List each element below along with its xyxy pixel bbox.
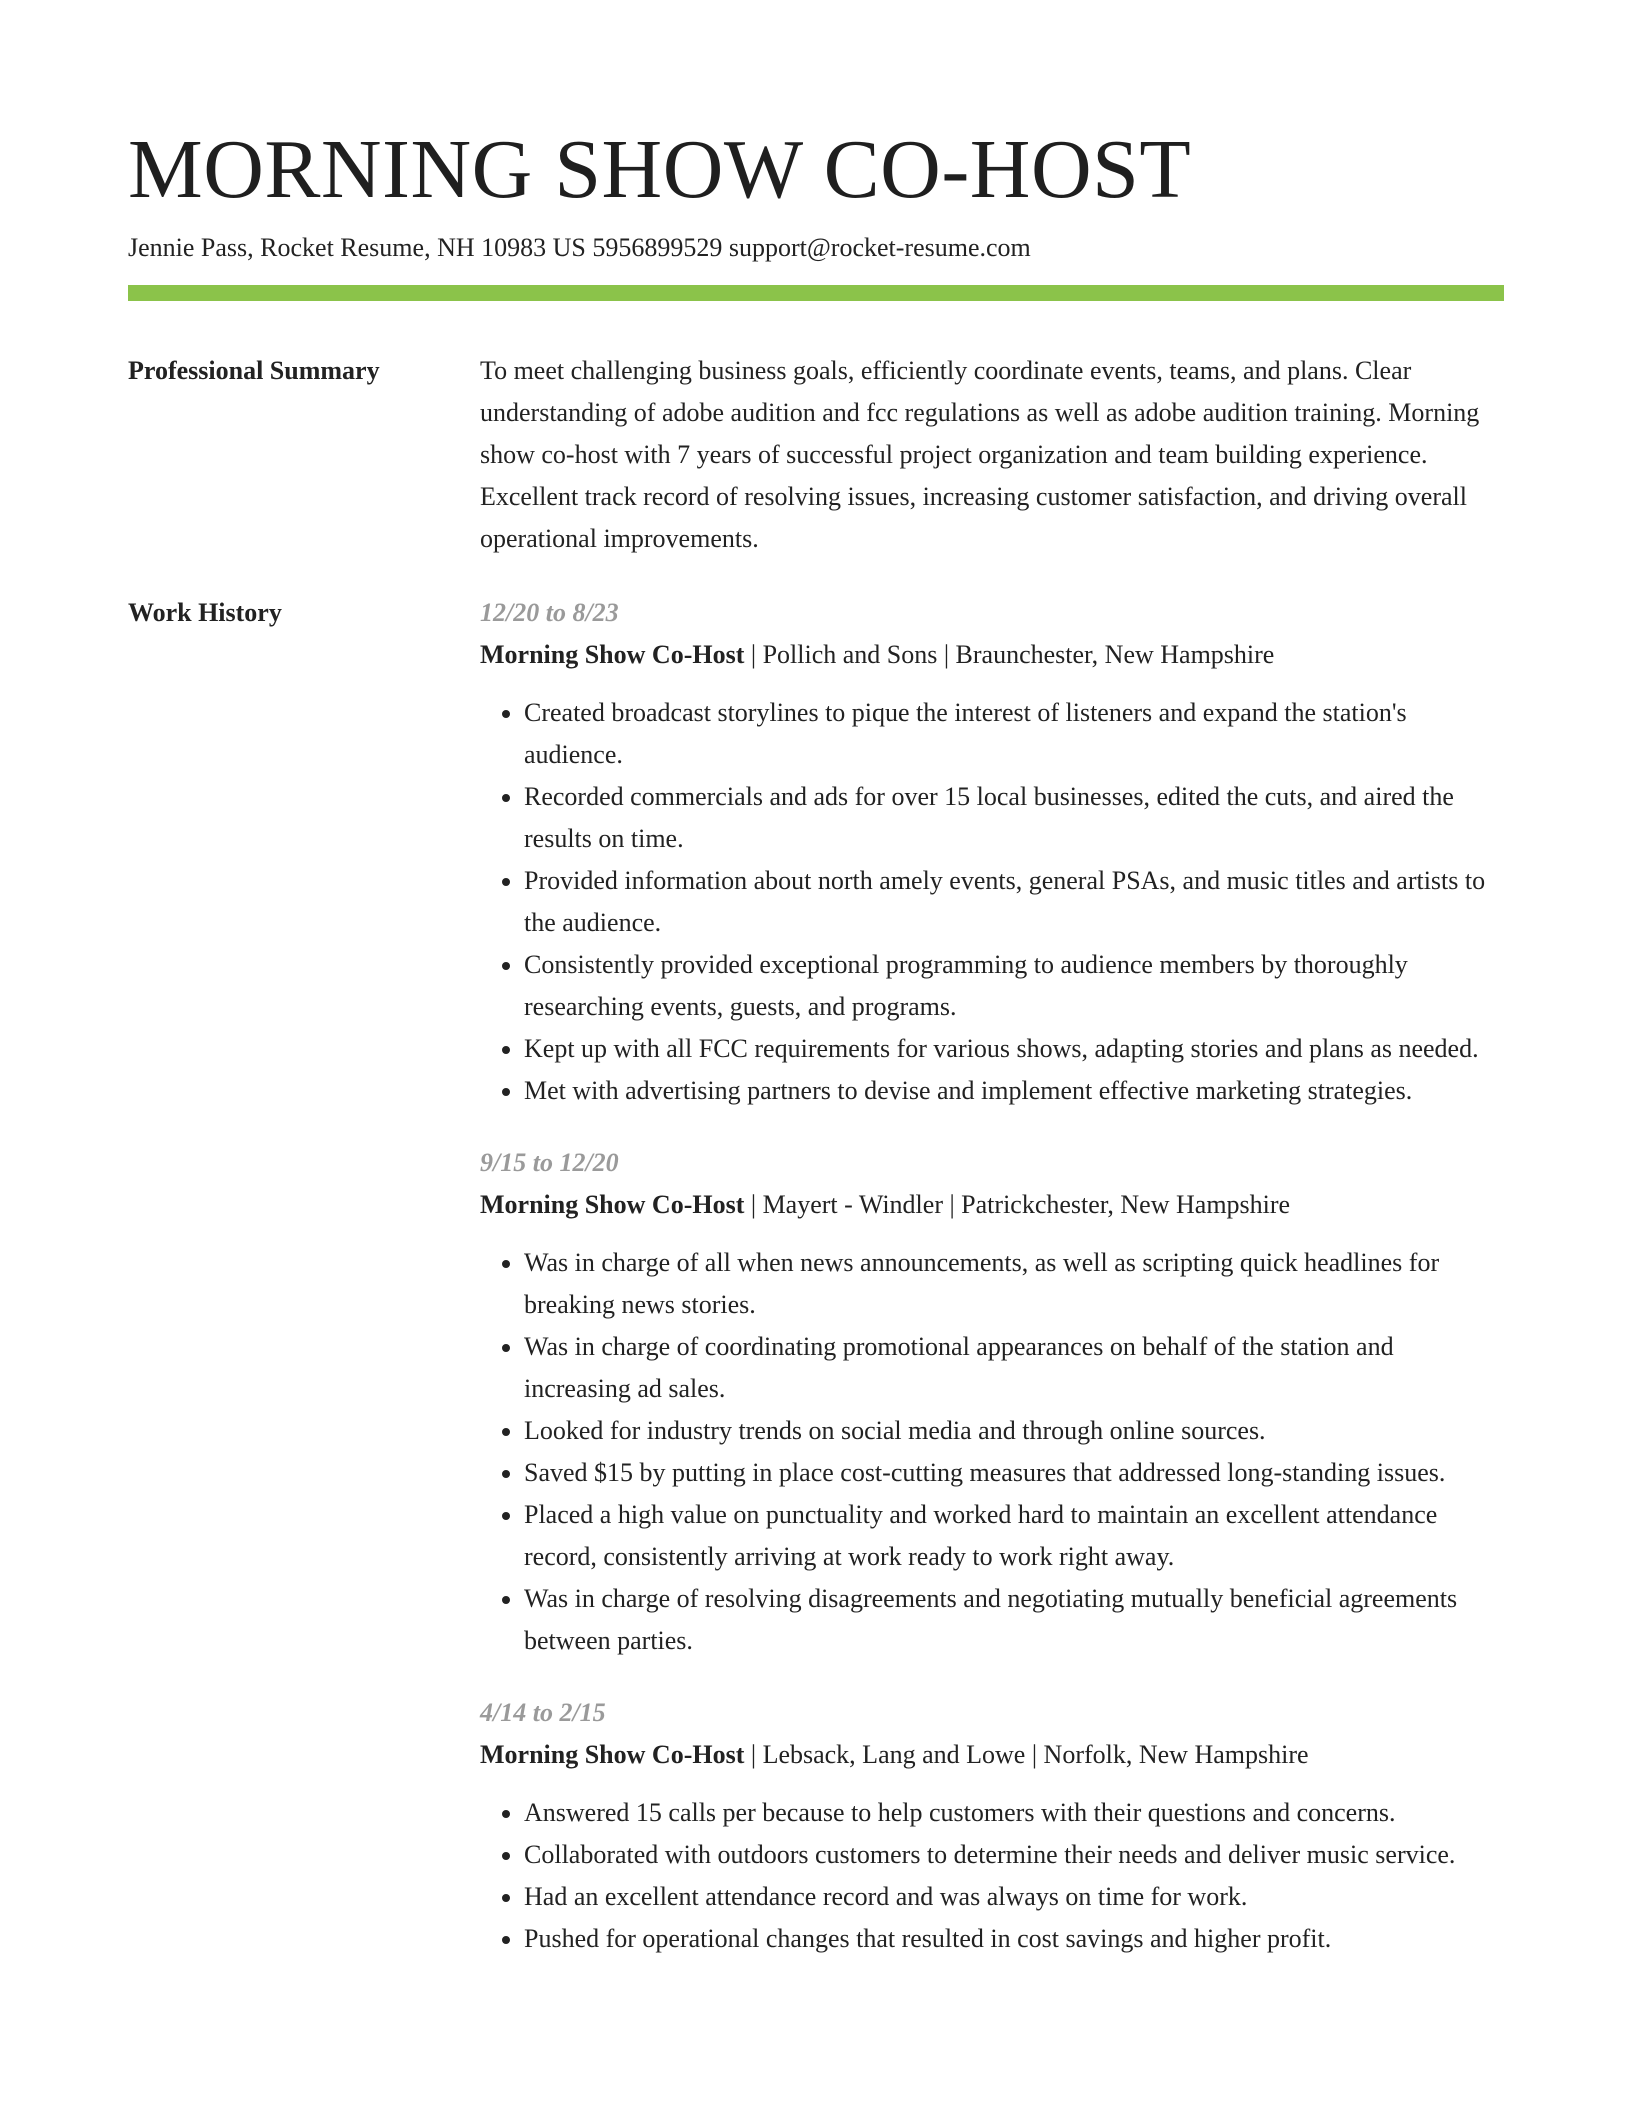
job-bullet: • Was in charge of all when news announcements, as well as scripting quick headlines for breaking news stories.: [524, 1242, 1504, 1326]
section-label-summary: Professional Summary: [128, 356, 380, 385]
job-bullet: • Looked for industry trends on social media and through online sources.: [524, 1410, 1504, 1452]
job-company-location: | Mayert - Windler | Patrickchester, New Hampshire: [744, 1190, 1291, 1219]
job-bullet-list: [480, 1792, 1504, 1960]
job-title: Morning Show Co-Host: [480, 640, 745, 669]
job-bullet: • Created broadcast storylines to pique the interest of listeners and expand the station's audience.: [524, 692, 1504, 776]
job-dates: 9/15 to 12/20: [480, 1148, 619, 1177]
job-heading: [480, 634, 1504, 676]
job-dates: 12/20 to 8/23: [480, 598, 619, 627]
summary-text: To meet challenging business goals, efficiently coordinate events, teams, and plans. Clear understanding of adobe audition and fcc regulations as well as adobe audition training. Morning show co-host with 7 years of successful project organization and team building experience. Excellent track record of resolving issues, increasing customer satisfaction, and driving overall operational improvements.: [480, 356, 1480, 553]
job-bullet: • Pushed for operational changes that resulted in cost savings and higher profit.: [524, 1918, 1504, 1960]
job-bullet: • Met with advertising partners to devise and implement effective marketing strategies.: [524, 1070, 1504, 1112]
job-entry: [480, 592, 1504, 1112]
job-bullet: • Collaborated with outdoors customers to determine their needs and deliver music service.: [524, 1834, 1504, 1876]
job-dates: 4/14 to 2/15: [480, 1698, 606, 1727]
job-bullet: • Had an excellent attendance record and was always on time for work.: [524, 1876, 1504, 1918]
job-bullet: • Answered 15 calls per because to help customers with their questions and concerns.: [524, 1792, 1504, 1834]
job-title: Morning Show Co-Host: [480, 1190, 745, 1219]
resume-title: MORNING SHOW CO-HOST: [128, 123, 1192, 216]
work-history-body: [480, 592, 1504, 1990]
job-bullet: • Was in charge of resolving disagreements and negotiating mutually beneficial agreements between parties.: [524, 1578, 1504, 1662]
job-bullet: • Kept up with all FCC requirements for various shows, adapting stories and plans as needed.: [524, 1028, 1504, 1070]
section-label-work-history: Work History: [128, 598, 282, 627]
job-bullet: • Provided information about north amely events, general PSAs, and music titles and artists to the audience.: [524, 860, 1504, 944]
job-company-location: | Lebsack, Lang and Lowe | Norfolk, New Hampshire: [744, 1740, 1309, 1769]
header-divider: [128, 285, 1504, 301]
contact-line: Jennie Pass, Rocket Resume, NH 10983 US 5956899529 support@rocket-resume.com: [128, 233, 1031, 262]
job-heading: [480, 1184, 1504, 1226]
job-bullet-list: [480, 1242, 1504, 1662]
job-title: Morning Show Co-Host: [480, 1740, 745, 1769]
summary-body: [480, 350, 1504, 560]
job-heading: [480, 1734, 1504, 1776]
job-bullet: • Placed a high value on punctuality and worked hard to maintain an excellent attendance record, consistently arriving at work ready to work right away.: [524, 1494, 1504, 1578]
job-bullet: • Consistently provided exceptional programming to audience members by thoroughly researching events, guests, and programs.: [524, 944, 1504, 1028]
job-bullet: • Recorded commercials and ads for over 15 local businesses, edited the cuts, and aired the results on time.: [524, 776, 1504, 860]
job-bullet: • Was in charge of coordinating promotional appearances on behalf of the station and increasing ad sales.: [524, 1326, 1504, 1410]
job-company-location: | Pollich and Sons | Braunchester, New Hampshire: [744, 640, 1275, 669]
job-entry: [480, 1142, 1504, 1662]
job-bullet-list: [480, 692, 1504, 1112]
job-entry: [480, 1692, 1504, 1960]
job-bullet: • Saved $15 by putting in place cost-cutting measures that addressed long-standing issues.: [524, 1452, 1504, 1494]
